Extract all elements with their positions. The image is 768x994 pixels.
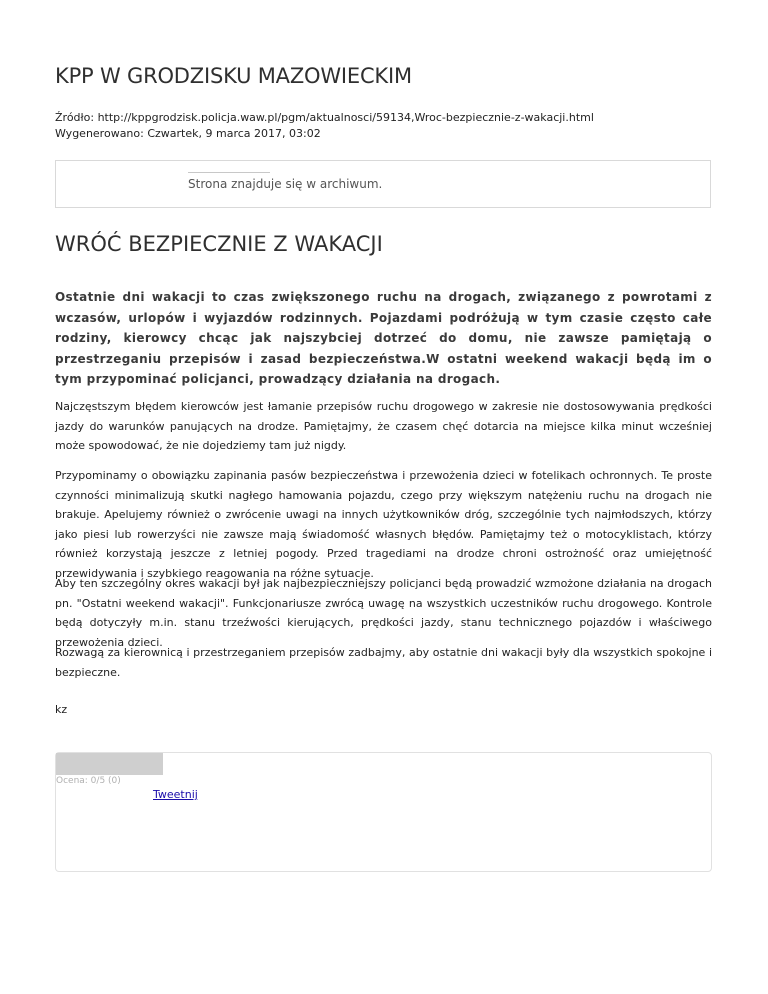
rating-stars-bar[interactable]	[56, 753, 163, 775]
archive-notice-box	[55, 160, 711, 208]
generated-line: Wygenerowano: Czwartek, 9 marca 2017, 03:02	[55, 126, 321, 140]
tweet-link[interactable]: Tweetnij	[153, 788, 198, 801]
source-line: Źródło: http://kppgrodzisk.policja.waw.pl/pgm/aktualnosci/59134,Wroc-bezpiecznie-z-wakacji.html	[55, 111, 594, 124]
article-lead: Ostatnie dni wakacji to czas zwiększonego ruchu na drogach, związanego z powrotami z wczasów, urlopów i wyjazdów rodzinnych. Pojazdami podróżują w tym czasie często całe rodziny, kierowcy chcąc jak najszybciej dotrzeć do domu, nie zawsze pamiętają o przestrzeganiu przepisów i zasad bezpieczeństwa.W ostatni weekend wakacji będą im o tym przypominać policjanci, prowadzący działania na drogach.	[55, 290, 712, 386]
site-title: KPP W GRODZISKU MAZOWIECKIM	[55, 64, 412, 88]
archive-notice: Strona znajduje się w archiwum.	[188, 177, 383, 191]
document-meta	[55, 110, 594, 141]
archive-divider	[188, 172, 270, 173]
author-initials: kz	[55, 703, 68, 716]
article-paragraph: Rozwagą za kierownicą i przestrzeganiem przepisów zadbajmy, aby ostatnie dni wakacji były dla wszystkich spokojne i bezpieczne.	[55, 646, 712, 679]
rating-box	[55, 752, 712, 872]
rating-label: Ocena: 0/5 (0)	[56, 776, 121, 786]
article-paragraph: Najczęstszym błędem kierowców jest łamanie przepisów ruchu drogowego w zakresie nie dostosowywania prędkości jazdy do warunków panujących na drodze. Pamiętajmy, że czasem chęć dotarcia na miejsce kilka minut wcześniej może spowodować, że nie dojedziemy tam już nigdy.	[55, 400, 712, 452]
article-title: WRÓĆ BEZPIECZNIE Z WAKACJI	[55, 232, 383, 256]
article-paragraph: Przypominamy o obowiązku zapinania pasów bezpieczeństwa i przewożenia dzieci w fotelikach ochronnych. Te proste czynności minimalizują skutki nagłego hamowania pojazdu, czego przy większym natężeniu ruchu na drogach nie brakuje. Apelujemy również o zwrócenie uwagi na innych użytkowników dróg, szczególnie tych najmłodszych, którzy jako piesi lub rowerzyści nie zawsze mają świadomość własnych błędów. Pamiętajmy też o motocyklistach, którzy również korzystają jeszcze z letniej pogody. Przed tragediami na drodze chroni ostrożność oraz umiejętność przewidywania i szybkiego reagowania na różne sytuacje.	[55, 469, 712, 580]
article-paragraph: Aby ten szczególny okres wakacji był jak najbezpieczniejszy policjanci będą prowadzić wzmożone działania na drogach pn. "Ostatni weekend wakacji". Funkcjonariusze zwrócą uwagę na wszystkich uczestników ruchu drogowego. Kontrole będą dotyczyły m.in. stanu trzeźwości kierujących, prędkości jazdy, stanu technicznego pojazdów i właściwego przewożenia dzieci.	[55, 577, 712, 649]
